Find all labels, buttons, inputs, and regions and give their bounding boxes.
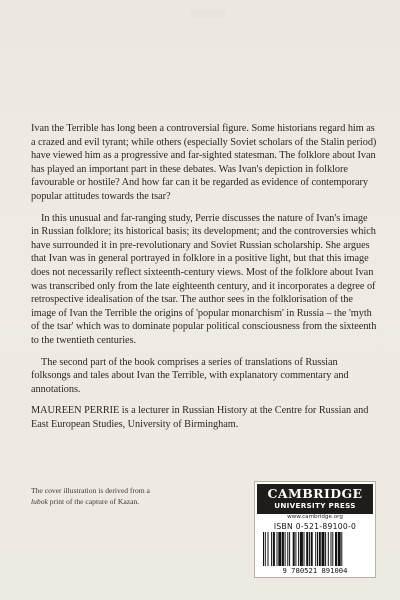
cover-illustration-note (31, 486, 181, 507)
barcode-bar (338, 532, 341, 566)
publisher-press: UNIVERSITY PRESS (274, 501, 356, 510)
barcode-bar (328, 532, 329, 566)
barcode-bar (295, 532, 296, 566)
barcode-bar (335, 532, 337, 566)
barcode-bar (282, 532, 284, 566)
barcode-bar (309, 532, 310, 566)
barcode-bar (287, 532, 288, 566)
blurb-text (31, 122, 377, 439)
barcode-bar (289, 532, 290, 566)
barcode-bar (319, 532, 321, 566)
barcode-bar (317, 532, 318, 566)
author-bio: MAUREEN PERRIE is a lecturer in Russian History at the Centre for Russian and East European Studies, University of Birmingham. (31, 405, 369, 430)
barcode-bar (300, 532, 303, 566)
barcode-bar (277, 532, 278, 566)
barcode-bar (271, 532, 272, 566)
barcode-bar (263, 532, 264, 566)
barcode-bar (304, 532, 305, 566)
barcode-bar (315, 532, 316, 566)
barcode-bar (331, 532, 332, 566)
barcode-bar (268, 532, 269, 566)
barcode-bar (265, 532, 266, 566)
publisher-name: CAMBRIDGE (267, 486, 363, 501)
barcode-bar (325, 532, 326, 566)
barcode-bar (306, 532, 308, 566)
barcode-number: 9 780521 891004 (282, 566, 348, 575)
barcode-bar (322, 532, 325, 566)
barcode-bar (332, 532, 333, 566)
isbn-label: ISBN 0-521-89100-0 (273, 522, 357, 531)
barcode-bar (273, 532, 275, 566)
barcode-bar (278, 532, 281, 566)
cambridge-logo (257, 484, 373, 514)
blurb-paragraph-2: In this unusual and far-ranging study, Perrie discusses the nature of Ivan's image in Russian folklore; its historical basis; its development; and the controversies which have surrounded it in pre-revolutionary and Soviet Russian scholarship. She argues that Ivan was in general portrayed in folklore in a positive light, but that this image does not necessarily reflect sixteenth-century views. Most of the folklore about Ivan was transcribed only from the late eighteenth century, and it incorporates a degree of retrospective idealisation of the tsar. The author sees in the folklorisation of the image of Ivan the Terrible the origins of 'popular monarchism' in Russia – the 'myth of the tsar' which was to dominate popular political consciousness from the sixteenth to the twentieth centuries. (31, 212, 377, 346)
cover-note-line-2: print of the capture of Kazan. (49, 496, 140, 506)
publisher-barcode-panel (254, 481, 376, 578)
blurb-paragraph-3: The second part of the book comprises a series of translations of Russian folksongs and tales about Ivan the Terrible, with explanatory commentary and annotations. (31, 356, 349, 395)
barcode-bar (298, 532, 299, 566)
barcode-bar (285, 532, 286, 566)
cover-note-italic: lubok (31, 496, 48, 506)
barcode-bar (311, 532, 313, 566)
cover-note-line-1: The cover illustration is derived from a (31, 486, 150, 495)
blurb-paragraph-1: Ivan the Terrible has long been a controversial figure. Some historians regard him as a crazed and evil tyrant; while others (especially Soviet scholars of the Stalin period) have viewed him as a progressive and far-sighted statesman. The folklore about Ivan has played an important part in these debates. Was Ivan's depiction in folklore favourable or hostile? And how far can it be regarded as evidence of contemporary popular attitudes towards the tsar? (31, 123, 377, 202)
barcode-bar (341, 532, 342, 566)
barcode-bar (293, 532, 295, 566)
barcode-icon (263, 532, 367, 566)
publisher-url: www.cambridge.org (287, 514, 343, 520)
top-mark (190, 10, 226, 18)
